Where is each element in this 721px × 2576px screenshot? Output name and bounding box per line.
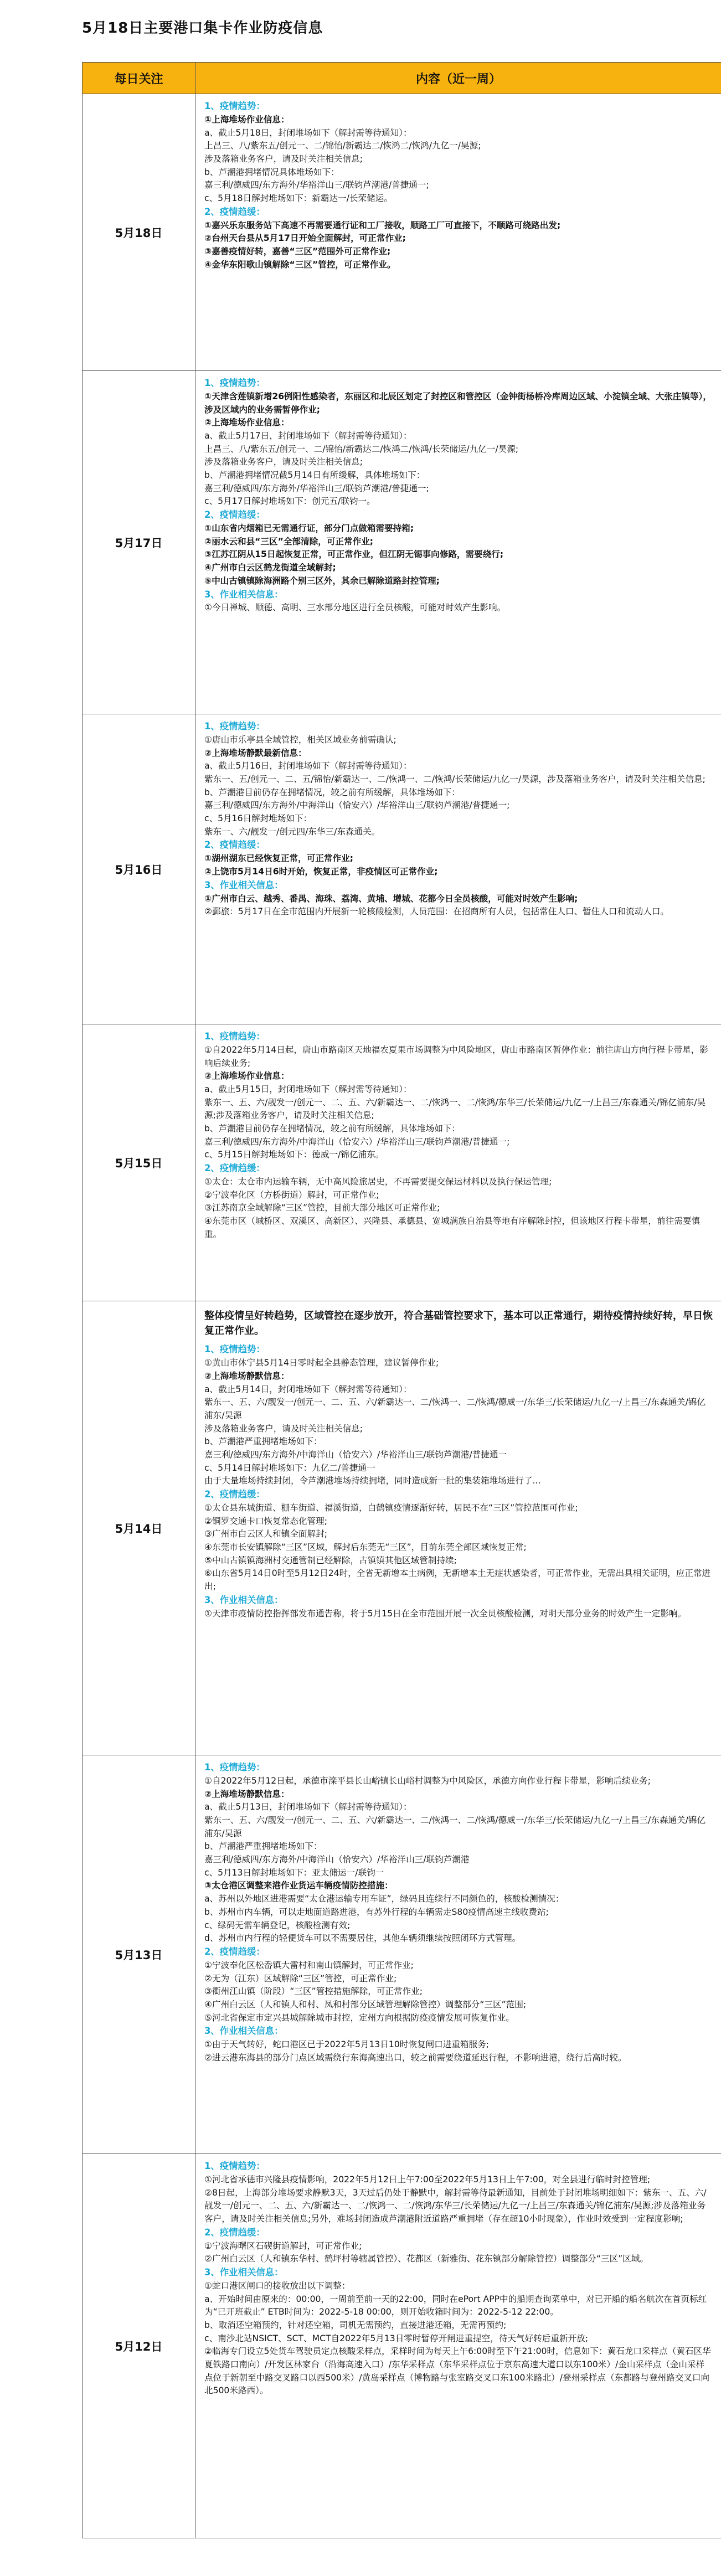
info-line: 由于大量堆场持续封闭，令芦潮港堆场持续拥堵，同时造成新一批的集装箱堆场进行了... bbox=[204, 1476, 541, 1486]
info-line: ②上海堆场作业信息： bbox=[204, 1071, 290, 1081]
info-line: ①湖州湖东已经恢复正常，可正常作业; bbox=[204, 853, 353, 864]
info-line: ②上海堆场作业信息： bbox=[204, 418, 290, 428]
table-header-row bbox=[83, 63, 721, 94]
info-line: ②鄞旅：5月17日在全市范围内开展新一轮核酸检测，人员范围：在招商所有人员，包括常住人口、暂住人口和流动人口。 bbox=[204, 906, 669, 917]
info-line: ①嘉兴乐东服务站下高速不再需要通行证和工厂接收，顺路工厂可直接下，不顺路可绕路出发; bbox=[204, 220, 561, 230]
table-body bbox=[83, 94, 721, 2538]
info-line: 涉及落箱业务客户，请及时关注相关信息; bbox=[204, 154, 363, 164]
info-line: ②进云港东海县的部分门点区域需绕行东海高速出口，较之前需要绕道延迟行程，不影响进港，绕行后高时较。 bbox=[204, 2052, 627, 2063]
info-line: ③江苏江阴从15日起恢复正常，可正常作业，但江阴无锡事向修路，需要绕行; bbox=[204, 549, 504, 560]
section-heading: 3、作业相关信息： bbox=[204, 1594, 284, 1605]
date-cell: 5月16日 bbox=[83, 714, 195, 1024]
info-line: 嘉三利/德威四/东方海外/中海洋山（恰安六）/华裕洋山三/联钧芦潮港/普捷通一; bbox=[204, 1136, 510, 1147]
info-line: ⑤中山古镇镇除海洲路个别三区外，其余已解除道路封控管理; bbox=[204, 575, 440, 586]
section-heading: 1、疫情趋势： bbox=[204, 2161, 265, 2171]
table-row bbox=[83, 371, 721, 714]
info-line: c、5月17日解封堆场如下：创元五/联钧一。 bbox=[204, 496, 375, 507]
info-line: ②广州白云区（人和镇东华村、鹤坪村等辖属管控）、花都区（新雅街、花东镇部分解除管控）调整部分“三区”区域。 bbox=[204, 2254, 649, 2264]
epidemic-info-table bbox=[82, 62, 721, 2538]
content-cell bbox=[195, 371, 721, 714]
info-line: ④广州市白云区鹤龙街道全域解封; bbox=[204, 563, 336, 573]
content-cell bbox=[195, 1301, 721, 1755]
info-line: a、截止5月18日，封闭堆场如下（解封需等待通知）： bbox=[204, 127, 412, 138]
date-cell: 5月13日 bbox=[83, 1755, 195, 2154]
info-line: 嘉三利/德威四/东方海外/华裕洋山三/联钧芦潮港/普捷通一; bbox=[204, 180, 429, 190]
section-heading: 2、疫情趋缓： bbox=[204, 839, 265, 851]
info-line: ①太仓：太仓市内运输车辆，无中高风险旅居史，不再需要提交保运材料以及执行保运管理; bbox=[204, 1177, 552, 1187]
info-line: ④东莞市长安镇解除“三区”区域，解封后东莞无“三区”，目前东莞全部区域恢复正常; bbox=[204, 1542, 527, 1553]
info-line: ②台州天台县从5月17日开始全面解封，可正常作业; bbox=[204, 233, 406, 244]
date-cell: 5月14日 bbox=[83, 1301, 195, 1755]
info-line: b、芦潮港拥堵情况截5月14日有所缓解，具体堆场如下： bbox=[204, 470, 425, 481]
info-line: ①宁波海曙区石碶街道解封，可正常作业; bbox=[204, 2240, 362, 2251]
info-line: c、5月16日解封堆场如下： bbox=[204, 813, 312, 824]
table-row bbox=[83, 1024, 721, 1301]
section-heading: 3、作业相关信息： bbox=[204, 589, 284, 600]
info-line: ②丽水云和县“三区”全部清除，可正常作业; bbox=[204, 536, 374, 547]
section-heading: 3、作业相关信息： bbox=[204, 879, 284, 890]
info-line: ①今日禅城、顺德、高明、三水部分地区进行全员核酸，可能对时效产生影响。 bbox=[204, 602, 506, 613]
section-heading: 2、疫情趋缓： bbox=[204, 2227, 265, 2238]
info-line: b、芦潮港拥堵情况具体堆场如下： bbox=[204, 167, 339, 177]
section-heading: 2、疫情趋缓： bbox=[204, 206, 265, 217]
info-line: a、开始时间由原来的：00:00，一周前至前一天的22:00，同时在ePort APP中的船期查询菜单中，对已开船的船名航次在首页标红为“已开班截止” ETB时间为：2022-5-18 00:00，则开始收箱时间为：2022-5-12 22:00。 bbox=[204, 2294, 707, 2317]
date-cell: 5月12日 bbox=[83, 2154, 195, 2538]
section-heading: 1、疫情趋势： bbox=[204, 1762, 265, 1773]
info-line: c、5月18日解封堆场如下：新霸达一/长荣储运。 bbox=[204, 193, 393, 204]
section-heading: 1、疫情趋势： bbox=[204, 721, 265, 731]
info-line: ⑥山东省5月14日0时至5月12日24时，全省无新增本土病例，无新增本土无症状感染者，可正常作业，无需出具相关证明，应正常进出; bbox=[204, 1568, 711, 1592]
info-line: ①唐山市乐亭县全域管控，相关区域业务前需确认; bbox=[204, 734, 396, 745]
info-line: ①广州市白云、越秀、番禺、海珠、荔湾、黄埔、增城、花都今日全员核酸，可能对时效产生影响; bbox=[204, 893, 578, 904]
header-content: 内容（近一周） bbox=[195, 63, 721, 94]
table-row bbox=[83, 2154, 721, 2538]
info-line: 涉及落箱业务客户，请及时关注相关信息; bbox=[204, 457, 363, 467]
info-line: a、截止5月15日，封闭堆场如下（解封需等待通知）： bbox=[204, 1084, 412, 1094]
info-line: a、截止5月16日，封闭堆场如下（解封需等待通知）： bbox=[204, 761, 412, 771]
info-line: c、5月15日解封堆场如下：德威一/锦亿浦东。 bbox=[204, 1150, 384, 1160]
section-heading: 2、疫情趋缓： bbox=[204, 1946, 265, 1957]
info-line: 嘉三利/德威四/东方海外/中海洋山（恰安六）/华裕洋山三/联钧芦潮港 bbox=[204, 1854, 470, 1865]
info-line: b、芦潮港严重拥堵堆场如下： bbox=[204, 1436, 322, 1447]
info-line: 紫东一、五、六/靓发一/创元一、二、五、六/新霸达一、二/恢鸿一、二/恢鸿/德威一/东华三/长荣储运/九亿一/上昌三/东森通关/锦亿浦东/昊源 bbox=[204, 1815, 706, 1838]
info-line: ①自2022年5月14日起，唐山市路南区天地福农夏果市场调整为中风险地区，唐山市路南区暂停作业：前往唐山方向行程卡带星，影响后续业务; bbox=[204, 1044, 708, 1068]
info-line: 上昌三、八/紫东五/创元一、二/锦怡/新霸达二/恢鸿二/恢鸿/长荣储运/九亿一/昊源; bbox=[204, 444, 519, 454]
info-line: a、截止5月13日，封闭堆场如下（解封需等待通知）： bbox=[204, 1802, 412, 1812]
table-row bbox=[83, 1755, 721, 2154]
info-line: 嘉三利/德威四/东方海外/华裕洋山三/联钧芦潮港/普捷通一; bbox=[204, 483, 429, 493]
date-cell: 5月18日 bbox=[83, 94, 195, 371]
section-heading: 1、疫情趋势： bbox=[204, 1031, 265, 1042]
table-row bbox=[83, 1301, 721, 1755]
info-line: ①黄山市休宁县5月14日零时起全县静态管理，建议暂停作业; bbox=[204, 1358, 439, 1368]
info-line: c、绿码无需车辆登记，核酸检测有效; bbox=[204, 1920, 351, 1930]
section-heading: 1、疫情趋势： bbox=[204, 378, 265, 388]
info-line: 紫东一、五、六/靓发一/创元一、二、五、六/新霸达一、二/恢鸿一、二/恢鸿/德威一/东华三/长荣储运/九亿一/上昌三/东森通关/锦亿浦东/昊源 bbox=[204, 1397, 706, 1420]
info-line: ②铜罗交通卡口恢复常态化管理; bbox=[204, 1516, 327, 1526]
info-line: b、芦潮港目前仍存在拥堵情况，较之前有所缓解，具体堆场如下： bbox=[204, 787, 461, 797]
info-line: a、苏州以外地区进港需要“太仓港运输专用车证”，绿码且连续行不同颜色的，核酸检测情况： bbox=[204, 1894, 564, 1904]
info-line: ②上饶市5月14日6时开始，恢复正常，非疫情区可正常作业; bbox=[204, 867, 438, 877]
info-line: 紫东一、五、六/靓发一/创元一、二、五、六/新霸达一、二/恢鸿一、二/恢鸿/东华三/长荣储运/九亿一/上昌三/东森通关/锦亿浦东/昊源;涉及落箱业务客户，请及时关注相关信息; bbox=[204, 1097, 706, 1121]
info-line: ①天津市疫情防控指挥部发布通告称，将于5月15日在全市范围开展一次全员核酸检测，对明天部分业务的时效产生一定影响。 bbox=[204, 1608, 687, 1619]
info-line: ③太仓港区调整来港作业货运车辆疫情防控措施： bbox=[204, 1881, 393, 1891]
info-line: c、5月13日解封堆场如下：亚太储运一/联钧一 bbox=[204, 1867, 384, 1878]
date-cell: 5月17日 bbox=[83, 371, 195, 714]
info-line: ①河北省承德市兴隆县疫情影响，2022年5月12日上午7:00至2022年5月13日上午7:00，对全县进行临时封控管理; bbox=[204, 2174, 651, 2185]
info-line: 紫东一、六/靓发一/创元四/东华三/东森通关。 bbox=[204, 826, 380, 837]
info-line: 嘉三利/德威四/东方海外/中海洋山（恰安六）/华裕洋山三/联钧芦潮港/普捷通一; bbox=[204, 800, 510, 811]
info-line: ①由于天气转好，蛇口港区已于2022年5月13日10时恢复闸口进重箱服务; bbox=[204, 2039, 489, 2050]
info-line: ②宁波奉化区（方桥街道）解封，可正常作业; bbox=[204, 1189, 379, 1200]
content-cell bbox=[195, 2154, 721, 2538]
info-line: b、苏州市内车辆，可以走地面道路进港，有苏外行程的车辆需走S80疫情高速主线收费站; bbox=[204, 1907, 549, 1917]
section-heading: 1、疫情趋势： bbox=[204, 1344, 265, 1355]
info-line: ②临海专门设立5处货车驾驶员定点核酸采样点，采样时间为每天上午6:00时至下午21:00时，信息如下：黄石龙口采样点（黄石区华夏铁路口南向）/开发区林家台（沿海高速入口）/东华采样点（东华采样点位于京东高速大道口以东100米）/金山采样点（金山采样点位于新朝至中路交叉路口以西500米）/黄岛采样点（博物路与张室路交叉口东100米路北）/登州采样点（东都路与登州路交叉口向北500米路西）。 bbox=[204, 2346, 711, 2396]
info-line: 紫东一、五/创元一、二、五/锦怡/新霸达一、二/恢鸿一、二/恢鸿/长荣储运/九亿一/昊源，涉及落箱业务客户，请及时关注相关信息; bbox=[204, 774, 705, 784]
info-line: ②上海堆场静默最新信息： bbox=[204, 748, 307, 758]
info-line: ⑤中山古镇镇海洲村交通管制已经解除，古镇镇其他区域管制持续; bbox=[204, 1555, 457, 1565]
info-line: a、截止5月14日，封闭堆场如下（解封需等待通知）： bbox=[204, 1384, 412, 1394]
section-heading: 2、疫情趋缓： bbox=[204, 509, 265, 521]
info-line: ①太仓县东城街道、栅车街道、福溪街道，白鹤镇疫情逐渐好转，居民不在“三区”管控范围可作业; bbox=[204, 1503, 578, 1513]
content-cell bbox=[195, 1755, 721, 2154]
info-line: ④广州白云区（人和镇人和村、凤和村部分区域管理解除管控）调整部分“三区”范围; bbox=[204, 1999, 527, 2010]
info-line: ⑤河北省保定市定兴县城解除城市封控，定州方向根据防疫疫情发展可恢复作业。 bbox=[204, 2012, 514, 2023]
info-line: ②无为（江东）区域解除“三区”管控，可正常作业; bbox=[204, 1973, 397, 1983]
info-line: ①宁波奉化区松岙镇大雷村和南山镇解封，可正常作业; bbox=[204, 1960, 414, 1970]
info-line: b、取消还空箱预约，针对还空箱，司机无需预约，直接进港还箱，无需再预约; bbox=[204, 2320, 507, 2330]
info-line: ①蛇口港区闸口的接收放出以下调整： bbox=[204, 2280, 351, 2291]
content-cell bbox=[195, 714, 721, 1024]
info-line: ③广州市白云区人和镇全面解封; bbox=[204, 1529, 327, 1539]
info-line: ①山东省内烟箱已无需通行证，部分门点做箱需要持箱; bbox=[204, 523, 414, 534]
section-heading: 3、作业相关信息： bbox=[204, 2267, 284, 2278]
info-line: d、苏州市内行程的轻便货车可以不需要居住，其他车辆须继续按照闭环方式管理。 bbox=[204, 1933, 521, 1944]
info-line: ③衢州江山镇（阶段）“三区”管控措施解除，可正常作业; bbox=[204, 1986, 423, 1997]
section-heading: 2、疫情趋缓： bbox=[204, 1489, 265, 1500]
date-cell: 5月15日 bbox=[83, 1024, 195, 1301]
info-line: ③嘉善疫情好转，嘉善“三区”范围外可正常作业; bbox=[204, 246, 391, 257]
header-date: 每日关注 bbox=[83, 63, 195, 94]
info-line: ②8日起，上海部分堆场要求静默3天，3天过后仍处于静默中，解封需等待最新通知，目前处于封闭堆场明细如下：紫东一、五、六/靓发一/创元一、二、五、六/新霸达一、二/恢鸿一、二/恢鸿/东华三/长荣储运/九亿一/上昌三/东森通关/锦亿浦东/昊源;涉及落箱业务客户，请及时关注相关信息;另外，难场封闭造成芦潮港附近道路严重拥堵（存在超10小时现象），作业时效受到一定程度影响; bbox=[204, 2187, 707, 2224]
info-line: ③江苏南京全域解除“三区”管控，目前大部分地区可正常作业; bbox=[204, 1203, 440, 1213]
section-heading: 1、疫情趋势： bbox=[204, 101, 265, 111]
info-line: 涉及落箱业务客户，请及时关注相关信息; bbox=[204, 1423, 363, 1434]
section-heading: 2、疫情趋缓： bbox=[204, 1163, 265, 1174]
info-line: a、截止5月17日，封闭堆场如下（解封需等待通知）： bbox=[204, 431, 412, 441]
summary-banner: 整体疫情呈好转趋势，区域管控在逐步放开，符合基础管控要求下，基本可以正常通行，期待疫情持续好转，早日恢复正常作业。 bbox=[204, 1310, 713, 1337]
info-line: ④东莞市区（城桥区、双溪区、高新区）、兴隆县、承德县、宽城满族自治县等地有序解除封控，但该地区行程卡带星，前往需要慎重。 bbox=[204, 1216, 701, 1239]
info-line: ②上海堆场静默信息： bbox=[204, 1371, 290, 1381]
table-row bbox=[83, 94, 721, 371]
info-line: ①上海堆场作业信息： bbox=[204, 114, 290, 125]
info-line: c、5月14日解封堆场如下：九亿二/普捷通一 bbox=[204, 1462, 375, 1473]
info-line: ①自2022年5月12日起，承德市滦平县长山峪镇长山峪村调整为中风险区，承德方向作业行程卡带星，影响后续业务; bbox=[204, 1775, 651, 1786]
info-line: ④金华东阳歌山镇解除“三区”管控，可正常作业。 bbox=[204, 259, 396, 270]
info-line: c、南沙北站NSICT、SCT、MCT自2022年5月13日零时暂停开闸进重提空，待天气好转后重新开放; bbox=[204, 2333, 589, 2343]
content-cell bbox=[195, 94, 721, 371]
info-line: b、芦潮港严重拥堵堆场如下： bbox=[204, 1841, 322, 1852]
page-title: 5月18日主要港口集卡作业防疫信息 bbox=[82, 20, 323, 37]
info-line: 嘉三利/德威四/东方海外/中海洋山（恰安六）/华裕洋山三/联钧芦潮港/普捷通一 bbox=[204, 1450, 507, 1460]
info-line: ②上海堆场静默信息： bbox=[204, 1789, 290, 1799]
info-line: ①天津含莲镇新增26例阳性感染者，东丽区和北辰区划定了封控区和管控区（金钟街杨桥冷库周边区域、小淀镇全域、大张庄镇等），涉及区域内的业务需暂停作业; bbox=[204, 391, 712, 415]
table-row bbox=[83, 714, 721, 1024]
info-line: 上昌三、八/紫东五/创元一、二/锦怡/新霸达二/恢鸿二/恢鸿/九亿一/昊源; bbox=[204, 141, 481, 151]
content-cell bbox=[195, 1024, 721, 1301]
section-heading: 3、作业相关信息： bbox=[204, 2026, 284, 2037]
info-line: b、芦潮港目前仍存在拥堵情况，较之前有所缓解，具体堆场如下： bbox=[204, 1124, 461, 1134]
